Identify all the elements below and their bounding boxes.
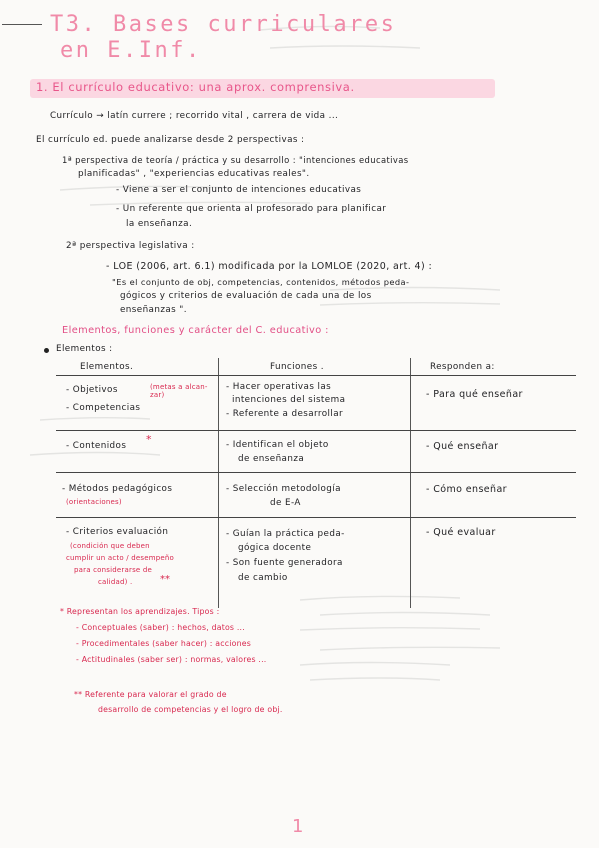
row3-function-2: de E-A: [270, 498, 301, 508]
row1-element-objectives: - Objetivos: [66, 385, 118, 395]
perspective1-bullet1: - Viene a ser el conjunto de intenciones educativas: [116, 185, 362, 195]
footnote-star1-heading: * Representan los aprendizajes. Tipos :: [60, 607, 220, 616]
perspective2-heading: 2ª perspectiva legislativa :: [66, 241, 195, 251]
table-row-rule-1: [56, 430, 576, 431]
perspective2-quote1: "Es el conjunto de obj, competencias, contenidos, métodos peda-: [112, 277, 410, 287]
row4-element-note-4: calidad) .: [98, 578, 133, 586]
table-header-responds: Responden a:: [430, 362, 495, 372]
perspective1-bullet2: - Un referente que orienta al profesorado para planificar: [116, 204, 387, 214]
bullet-dot: [44, 348, 49, 353]
perspectives-line: El currículo ed. puede analizarse desde 2 perspectivas :: [36, 135, 305, 145]
row4-function-2: gógica docente: [238, 543, 312, 553]
table-header-elements: Elementos.: [80, 362, 134, 372]
row4-element-note-2: cumplir un acto / desempeño: [66, 554, 175, 562]
row4-function-1: - Guían la práctica peda-: [226, 529, 345, 539]
section-heading: 1. El currículo educativo: una aprox. comprensiva.: [36, 80, 355, 94]
row3-element-note: (orientaciones): [66, 498, 122, 506]
row4-responds: - Qué evaluar: [426, 527, 496, 538]
perspective2-quote2: gógicos y criterios de evaluación de cada una de los: [120, 291, 372, 301]
row4-element-note-1: (condición que deben: [70, 542, 150, 550]
footnote-star2-line1: ** Referente para valorar el grado de: [74, 690, 227, 699]
row4-element-criteria: - Criterios evaluación: [66, 527, 169, 537]
page-title-line1: T3. Bases curriculares: [50, 12, 397, 37]
row3-element-methods: - Métodos pedagógicos: [62, 484, 173, 494]
table-col-divider-1: [218, 358, 219, 608]
title-dash: [2, 24, 42, 25]
row1-function-2: intenciones del sistema: [232, 395, 346, 405]
row1-responds: - Para qué enseñar: [426, 389, 523, 400]
row3-responds: - Cómo enseñar: [426, 484, 507, 495]
perspective2-quote3: enseñanzas ".: [120, 305, 187, 315]
perspective1-bullet2-cont: la enseñanza.: [126, 219, 193, 229]
row1-function-1: - Hacer operativas las: [226, 382, 332, 392]
table-row-rule-2: [56, 472, 576, 473]
row1-element-note: (metas a alcan- zar): [150, 383, 208, 400]
row3-function-1: - Selección metodología: [226, 484, 341, 494]
etymology-line: Currículo → latín currere ; recorrido vital , carrera de vida ...: [50, 111, 339, 121]
row4-function-4: de cambio: [238, 573, 288, 583]
page-number: 1: [292, 816, 304, 837]
perspective2-law: - LOE (2006, art. 6.1) modificada por la LOMLOE (2020, art. 4) :: [106, 261, 433, 272]
row4-element-mark: **: [160, 574, 170, 585]
elements-bullet: Elementos :: [56, 344, 113, 354]
table-header-functions: Funciones .: [270, 362, 324, 372]
table-header-rule: [56, 375, 576, 376]
row2-function-1: - Identifican el objeto: [226, 440, 329, 450]
footnote-type-attitudinal: - Actitudinales (saber ser) : normas, valores ...: [76, 655, 267, 664]
table-row-rule-3: [56, 517, 576, 518]
footnote-type-procedural: - Procedimentales (saber hacer) : acciones: [76, 639, 251, 648]
footnote-star2-line2: desarrollo de competencias y el logro de obj.: [98, 705, 283, 714]
table-col-divider-2: [410, 358, 411, 608]
row2-element-contents: - Contenidos: [66, 441, 127, 451]
row1-element-competences: - Competencias: [66, 403, 141, 413]
page-title-line2: en E.Inf.: [60, 38, 202, 63]
row1-function-3: - Referente a desarrollar: [226, 409, 343, 419]
perspective1-line1: 1ª perspectiva de teoría / práctica y su desarrollo : "intenciones educativas: [62, 155, 409, 165]
row4-function-3: - Son fuente generadora: [226, 558, 343, 568]
row4-element-note-3: para considerarse de: [74, 566, 153, 574]
elements-heading: Elementos, funciones y carácter del C. educativo :: [62, 325, 329, 336]
row2-responds: - Qué enseñar: [426, 441, 499, 452]
row2-function-2: de enseñanza: [238, 454, 305, 464]
footnote-type-conceptual: - Conceptuales (saber) : hechos, datos ...: [76, 623, 245, 632]
perspective1-line2: planificadas" , "experiencias educativas reales".: [78, 169, 310, 179]
row2-element-mark: *: [146, 433, 152, 446]
